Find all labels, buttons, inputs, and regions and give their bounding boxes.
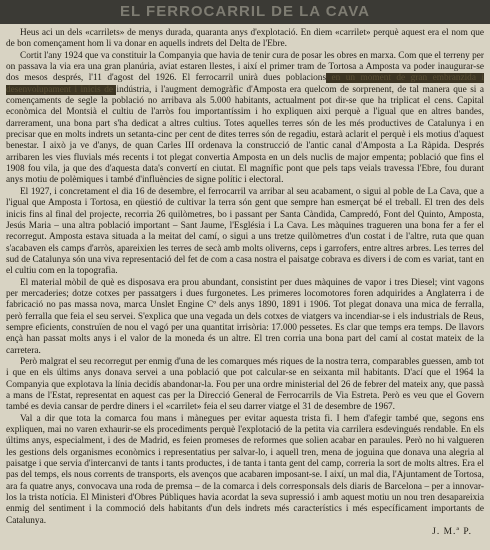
- article-paragraph-3: El 1927, i concretament el dia 16 de desembre, el ferrocarril va arribar al seu acabament, o sigui al poble de La Cava, que a l'igual que Amposta i Tortosa, en qüestió de cultivar la terra són gent que sempre han esmerçat bé el treball. El tren des dels inicis fins al final del projecte, recorria 26 quilòmetres, bo i passant per Santa Càndida, Campredó, Font del Quinto, Amposta, Jesús Maria – una altra població important – Sant Jaume, l'Església i La Cava. Les màquines tragueren una bona fer a fer el recorregut. Amposta estava situada a la meitat del camí, o sigui a uns tretze quilòmetres d'un costat i de l'altre, ruta que quan s'acabaven els camps d'arròs, apareixien les terres de secà amb molts oliverns, ceps i garrofers, entre altres arbres. Les terres del sud de Catalunya són una viva representació del fet de com a casa nostra el paisatge cobrava es divers i de com es variat, tant en el cultiu com en la topografia.: [6, 186, 484, 277]
- article-paragraph-6: Val a dir que tota la comarca fou mans i mànegues per evitar aquesta trista fi. I hem d'afegir també que, segons ens expliquen, mai no varen exhaurir-se els procediments perquè l'explotació de la petita via carrilera esdevingués rendable. En els últims anys, especialment, i des de Madrid, es feien promeses de reformes que solien acabar en paraules. Però no hi valgueren les gestions dels organismes econòmics i representatius per salvar-lo, i aquell tren, mena de joguina que donava una alegria al paisatge i que servia d'intercanvi de tants i tants productes, i de tanta i tanta gent del camp, correria la sort de molts altres. Era el pas del temps, els nous corrents de transports, els avenços que acabaren imposant-se. I així, un mal dia, l'Ajuntament de Tortosa, ara fa quatre anys, convocava una roda de premsa – de la comarca i dels corresponsals dels diaris de Barcelona – per a innovar-los la trista notícia. El Ministeri d'Obres Públiques havia acordat la seva supressió i amb aquest motiu un nou tren desapareixia enmig del sentiment i la commoció dels habitants d'un dels indrets més característics i més específicament importants de Catalunya.: [6, 413, 484, 526]
- article-paragraph-2: [6, 51, 484, 187]
- paragraph-2-text-start: Cortit l'any 1924 que va constituir la Companyia que havia de tenir cura de posar les obres en marxa. Com que el terreny per on passava la via era una gran planúria, aviat estaren llestes, i així el primer tram de Tortosa a Amposta va poder inaugurar-se dos mesos després, l'11 d'agost del 1926. El ferrocarril unirà dues poblacions: [6, 50, 484, 84]
- paragraph-5-text-end: guessen, amb tot i que en els últims anys donava servei a una població que pot calcular-se en seixanta mil habitants. D'ací que el 1964 la Companyia que explotava la línia decidís abandonar-la. Fou per una ordre ministerial del 26 de febrer del mateix any, que passà a mans de l'Estat, representat en aquest cas per la Direcció General de Ferrocarrils de Via Estreta. Però es veu que el Govern també es devia cansar de perdre diners i el «carrilet» feia el seu darrer viatge el 31 de desembre de 1967.: [6, 356, 485, 413]
- article-paragraph-1: Heus aci un dels «carrilets» de menys durada, quaranta anys d'explotació. En diem «carrilet» perquè aquest era el nom que de bon començament hom li va donar en aquells indrets del Delta de l'Ebre.: [6, 28, 484, 50]
- author-signature: J. M.ª P.: [432, 527, 472, 537]
- paragraph-2-text-end: indústria, i l'augment demogràfic d'Amposta era quelcom de sorprenent, de tal manera que si a començaments de segle la població no arribava als 5.000 habitants, actualment pot dir-se que ha triplicat el cens. Capital econòmica del Montsià el cultiu de l'arròs fou importantíssim i ho expliquen aixi perquè a l'igual que en altres bandes, darrerament, una bona part s'ha dedicat a altres cultius. Totes aquelles terres són de les més productives de Catalunya i en precisar que en molts indrets un setanta-cinc per cent de dites terres són de regadiu, estarà aclarit el perquè i els motius d'aquest benestar. I això ja ve d'anys, de quan Carles III ordenava la construcció de l'antic canal d'Amposta a La Ràpida. Després arribaren les vies fluvials més recents i tot plegat convertia Amposta en un dels nuclis de major empenta; població que fins el 1908 fou vila, ja que des d'aquesta data's convertí en ciutat. El magnífic pont que pels taps veials travessa l'Ebre, fou durant anys motiu de polèmiques i també d'influències de signe polític i electoral.: [6, 84, 484, 186]
- highlighted-phrase: en un moment de gran embranzida i desenvolupament i inicis de: [6, 73, 484, 95]
- paragraph-5-text-start: Però malgrat el seu recorregut per enmig d'una de les comarques més riques de la nostra terra, comparables: [20, 356, 422, 367]
- article-paragraph-4: El material mòbil de què es disposava era prou abundant, consistint per dues màquines de vapor i tres Diesel; vint vagons per mercaderies; dotze cotxes per passatgers i dues furgonetes. Les primeres locomotores foren adquirides a Anglaterra i de fabricació no pas massa nova, marca Unslet Engine Cº dels anys 1890, 1891 i 1906. Tot plegat donava una mica de ferralla, però ferralla que feia el seu servei. S'explica que una vegada un dels cotxes de viatgers va incendiar-se i els industrials de Reus, sempre eficients, construïen de nou el vagó per una quantitat irrisòria: 17.000 pessetes. Es clar que temps era temps. De llavors ençà han passat molts anys i el valor de la moneda és un altre. El tren corria una bona part del camí al costat mateix de la carretera.: [6, 277, 484, 356]
- article-paragraph-5: [6, 357, 484, 414]
- article-body: [6, 28, 484, 527]
- page-header-banner: EL FERROCARRIL DE LA CAVA: [0, 0, 490, 24]
